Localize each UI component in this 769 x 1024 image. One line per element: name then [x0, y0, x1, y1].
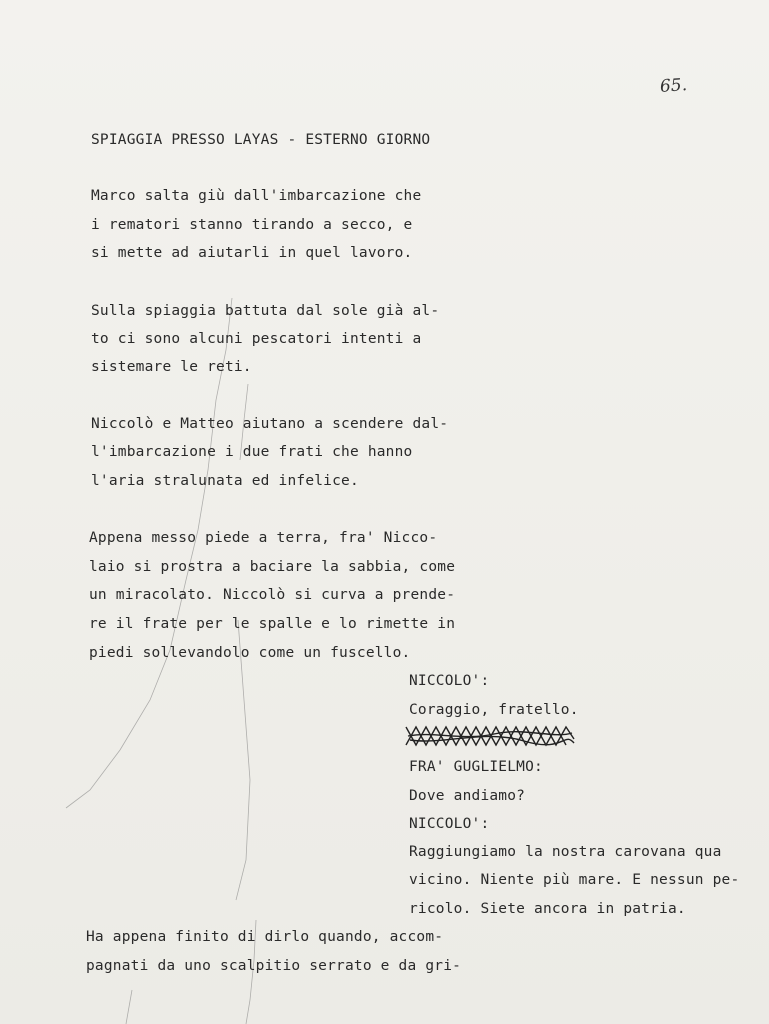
scene-heading: SPIAGGIA PRESSO LAYAS - ESTERNO GIORNO	[91, 132, 431, 148]
text-line: Sulla spiaggia battuta dal sole già al-	[91, 303, 440, 319]
text-line: Marco salta giù dall'imbarcazione che	[91, 188, 422, 204]
text-line: re il frate per le spalle e lo rimette in	[89, 616, 456, 632]
text-line: sistemare le reti.	[91, 359, 252, 375]
text-line: Appena messo piede a terra, fra' Nicco-	[89, 530, 438, 546]
text-line: un miracolato. Niccolò si curva a prende-	[89, 587, 456, 603]
text-line: piedi sollevandolo come un fuscello.	[89, 645, 411, 661]
dialogue-line: vicino. Niente più mare. E nessun pe-	[409, 872, 740, 888]
text-line: pagnati da uno scalpitio serrato e da gri-	[86, 958, 462, 974]
character-name: FRA' GUGLIELMO:	[409, 759, 543, 775]
text-line: si mette ad aiutarli in quel lavoro.	[91, 245, 413, 261]
crossed-out-text	[404, 719, 576, 753]
dialogue-line: Raggiungiamo la nostra carovana qua	[409, 844, 722, 860]
text-line: l'aria stralunata ed infelice.	[91, 473, 359, 489]
dialogue-line: ricolo. Siete ancora in patria.	[409, 901, 686, 917]
dialogue-line: Coraggio, fratello.	[409, 702, 579, 718]
dialogue-line: Dove andiamo?	[409, 788, 526, 804]
text-line: i rematori stanno tirando a secco, e	[91, 217, 413, 233]
character-name: NICCOLO':	[409, 816, 490, 832]
text-line: Ha appena finito di dirlo quando, accom-	[86, 929, 444, 945]
page-number: 65.	[659, 75, 688, 97]
text-line: to ci sono alcuni pescatori intenti a	[91, 331, 422, 347]
character-name: NICCOLO':	[409, 673, 490, 689]
text-line: laio si prostra a baciare la sabbia, come	[89, 559, 456, 575]
text-line: l'imbarcazione i due frati che hanno	[91, 444, 413, 460]
text-line: Niccolò e Matteo aiutano a scendere dal-	[91, 416, 449, 432]
